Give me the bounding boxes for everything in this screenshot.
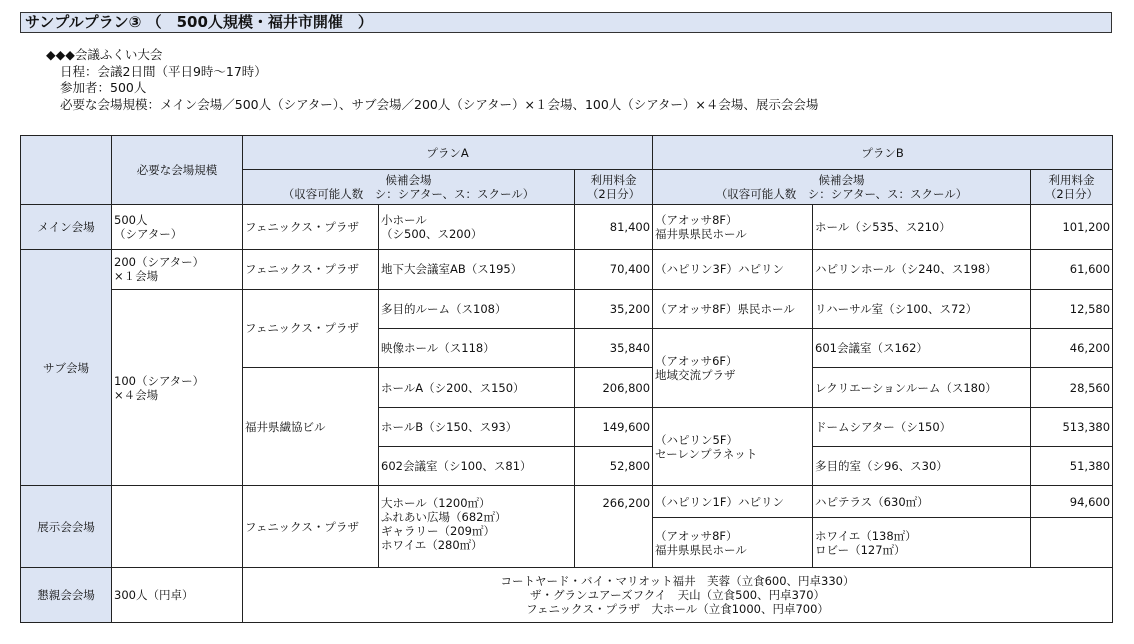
exhibit-a-fee: 266,200 (575, 486, 653, 568)
banquet-option: コートヤード・バイ・マリオット福井 芙蓉（立食600、円卓330） (500, 574, 855, 589)
sub-r1-b-room: ハピリンホール（シ240、ス198） (813, 250, 1031, 289)
sub-r4-a-fee: 206,800 (575, 368, 653, 407)
sub-r6-a-fee: 52,800 (575, 447, 653, 486)
sub-r2-a-room: 多目的ルーム（ス108） (379, 289, 575, 328)
banquet-venue-label: 懇親会会場 (21, 568, 112, 623)
sub-venue-scale-100: 100（シアター） ×４会場 (112, 289, 243, 486)
exhibit-b2-fee (1031, 517, 1113, 568)
header-a-fee: 利用料金 （2日分） (575, 170, 653, 204)
sub-a-group1-building: フェニックス・プラザ (243, 289, 379, 368)
main-a-fee: 81,400 (575, 204, 653, 249)
intro-block (46, 47, 818, 113)
header-plan-a: プランA (243, 136, 653, 170)
main-a-building: フェニックス・プラザ (243, 204, 379, 249)
header-b-candidate: 候補会場 （収容可能人数 シ：シアター、ス：スクール） (653, 170, 1031, 204)
participants-text: 参加者：500人 (60, 80, 147, 95)
sub-r2-a-fee: 35,200 (575, 289, 653, 328)
header-required-scale: 必要な会場規模 (112, 136, 243, 205)
sub-r5-b-room: ドームシアター（シ150） (813, 407, 1031, 446)
page-title: サンプルプラン③ （ 500人規模・福井市開催 ） (20, 12, 1112, 33)
main-a-room: 小ホール （シ500、ス200） (379, 204, 575, 249)
sub-r3-a-room: 映像ホール（ス118） (379, 328, 575, 367)
sub-b-group2-building: （ハピリン5F） セーレンプラネット (653, 407, 813, 486)
sub-r6-a-room: 602会議室（シ100、ス81） (379, 447, 575, 486)
sub-r1-a-building: フェニックス・プラザ (243, 250, 379, 289)
banquet-option: フェニックス・プラザ 大ホール（立食1000、円卓700） (526, 602, 829, 617)
sub-r1-a-room: 地下大会議室AB（ス195） (379, 250, 575, 289)
banquet-venue-options (243, 568, 1113, 623)
sub-r1-b-fee: 61,600 (1031, 250, 1113, 289)
sub-r4-b-fee: 28,560 (1031, 368, 1113, 407)
sub-r4-b-room: レクリエーションルーム（ス180） (813, 368, 1031, 407)
event-heading: ◆◆◆会議ふくい大会 (46, 47, 163, 62)
header-b-fee: 利用料金 （2日分） (1031, 170, 1113, 204)
sub-r6-b-fee: 51,380 (1031, 447, 1113, 486)
sub-r2-b-fee: 12,580 (1031, 289, 1113, 328)
sub-r3-a-fee: 35,840 (575, 328, 653, 367)
exhibit-b1-fee: 94,600 (1031, 486, 1113, 517)
sub-r3-b-fee: 46,200 (1031, 328, 1113, 367)
venue-plan-table (20, 135, 1113, 623)
sub-r1-b-building: （ハピリン3F）ハピリン (653, 250, 813, 289)
sub-venue-scale-200: 200（シアター） ×１会場 (112, 250, 243, 289)
sub-r2-b-building: （アオッサ8F）県民ホール (653, 289, 813, 328)
sub-r5-b-fee: 513,380 (1031, 407, 1113, 446)
schedule-text: 日程：会議2日間（平日9時～17時） (60, 63, 267, 79)
exhibit-b2-building: （アオッサ8F） 福井県県民ホール (653, 517, 813, 568)
exhibit-a-rooms: 大ホール（1200㎡） ふれあい広場（682㎡） ギャラリー（209㎡） ホワイエ（280㎡） (379, 486, 575, 568)
main-b-room: ホール（シ535、ス210） (813, 204, 1031, 249)
banquet-venue-scale: 300人（円卓） (112, 568, 243, 623)
banquet-option: ザ・グランユアーズフクイ 天山（立食500、円卓370） (529, 588, 826, 603)
sub-r2-b-room: リハーサル室（シ100、ス72） (813, 289, 1031, 328)
sub-b-group1-building: （アオッサ6F） 地域交流プラザ (653, 328, 813, 407)
sub-r4-a-room: ホールA（シ200、ス150） (379, 368, 575, 407)
exhibit-b1-room: ハピテラス（630㎡） (813, 486, 1031, 517)
sub-r6-b-room: 多目的室（シ96、ス30） (813, 447, 1031, 486)
sub-venue-label: サブ会場 (21, 250, 112, 486)
header-plan-b: プランB (653, 136, 1113, 170)
header-a-candidate: 候補会場 （収容可能人数 シ：シアター、ス：スクール） (243, 170, 575, 204)
main-b-building: （アオッサ8F） 福井県県民ホール (653, 204, 813, 249)
exhibit-b1-building: （ハピリン1F）ハピリン (653, 486, 813, 517)
sub-r3-b-room: 601会議室（ス162） (813, 328, 1031, 367)
exhibit-b2-room: ホワイエ（138㎡） ロビー（127㎡） (813, 517, 1031, 568)
exhibit-a-building: フェニックス・プラザ (243, 486, 379, 568)
main-venue-scale: 500人 （シアター） (112, 204, 243, 249)
exhibit-venue-scale (112, 486, 243, 568)
required-scale-text: 必要な会場規模：メイン会場／500人（シアター）、サブ会場／200人（シアター）×１会場、100人（シアター）×４会場、展示会会場 (60, 96, 819, 112)
sub-r5-a-fee: 149,600 (575, 407, 653, 446)
main-venue-label: メイン会場 (21, 204, 112, 249)
sub-r1-a-fee: 70,400 (575, 250, 653, 289)
exhibit-venue-label: 展示会会場 (21, 486, 112, 568)
header-blank (21, 136, 112, 205)
main-b-fee: 101,200 (1031, 204, 1113, 249)
sub-r5-a-room: ホールB（シ150、ス93） (379, 407, 575, 446)
sub-a-group2-building: 福井県繊協ビル (243, 368, 379, 486)
